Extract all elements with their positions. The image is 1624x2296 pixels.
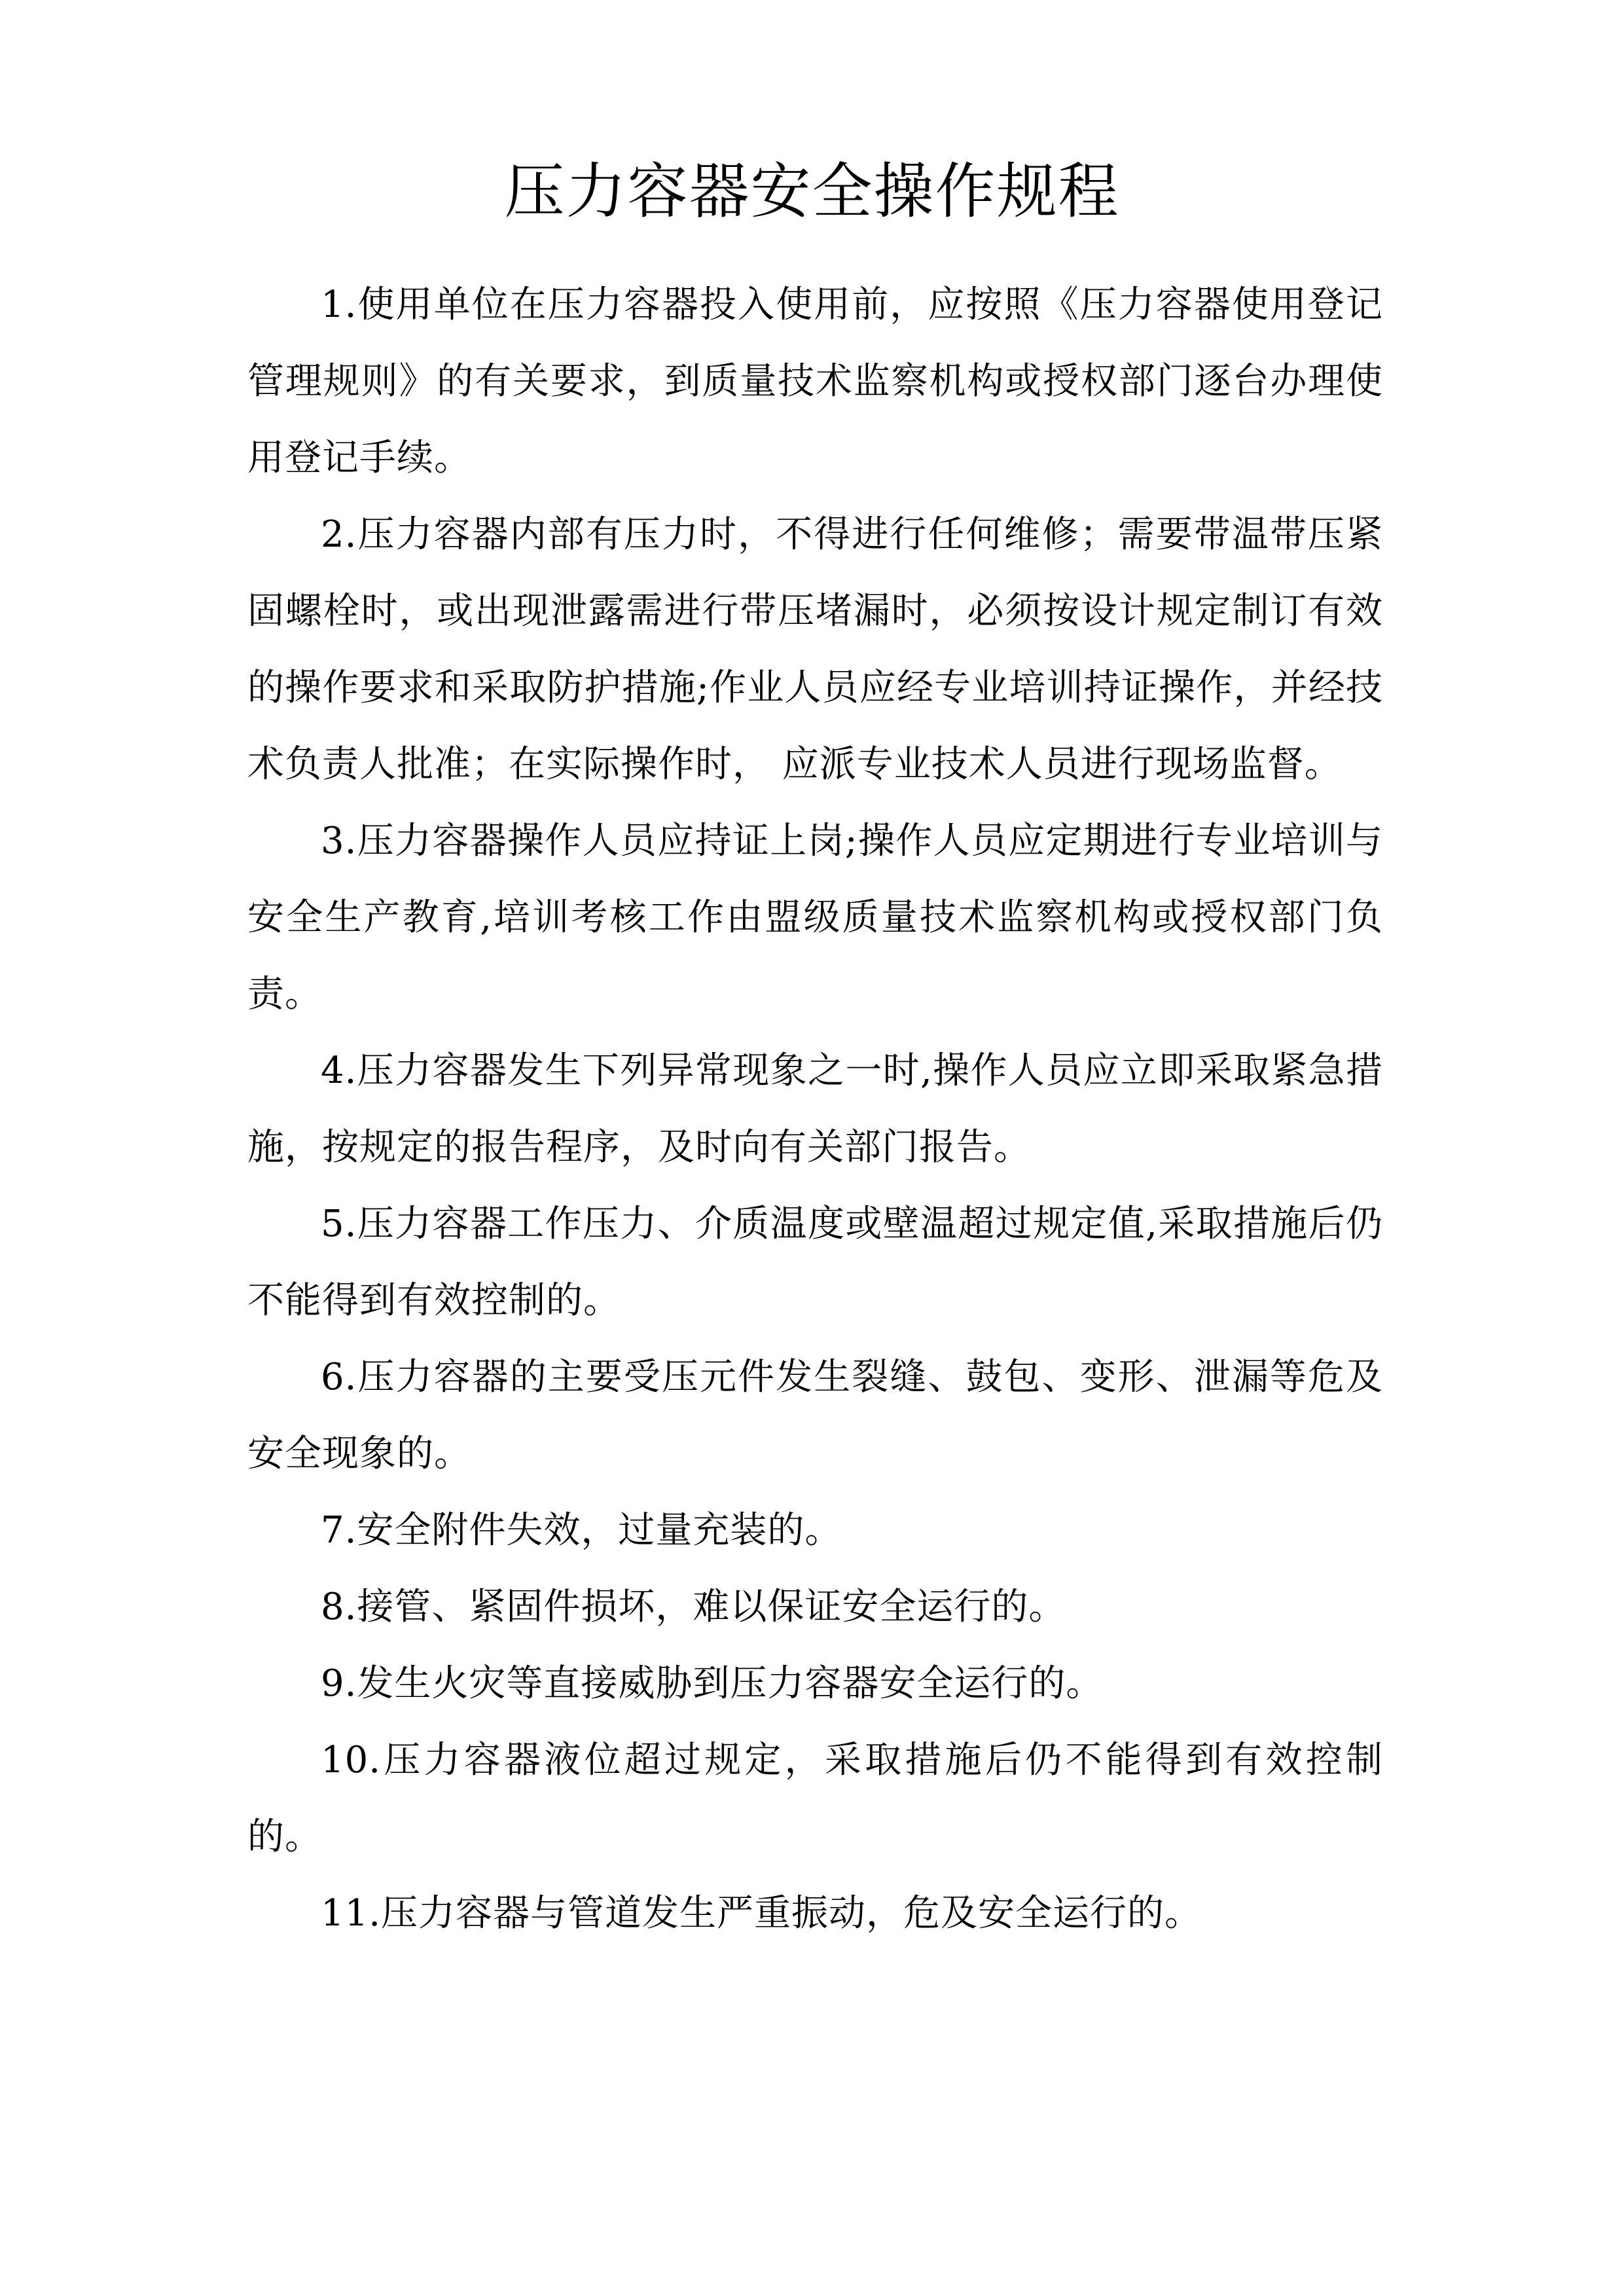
document-title: 压力容器安全操作规程 — [504, 156, 1120, 227]
paragraph-7: 7.安全附件失效，过量充装的。 — [321, 1509, 842, 1552]
paragraph-3: 3.压力容器操作人员应持证上岗;操作人员应定期进行专业培训与安全生产教育,培训考核工作由盟级质量技术监察机构或授权部门负责。 — [247, 820, 1383, 1015]
paragraph-11: 11.压力容器与管道发生严重振动，危及安全运行的。 — [321, 1892, 1202, 1935]
paragraph-2: 2.压力容器内部有压力时，不得进行任何维修；需要带温带压紧固螺栓时，或出现泄露需进行带压堵漏时，必须按设计规定制订有效的操作要求和采取防护措施;作业人员应经专业培训持证操作，并经技术负责人批准；在实际操作时， 应派专业技术人员进行现场监督。 — [247, 513, 1383, 786]
paragraph-4: 4.压力容器发生下列异常现象之一时,操作人员应立即采取紧急措施，按规定的报告程序，及时向有关部门报告。 — [247, 1049, 1383, 1169]
paragraph-1: 1.使用单位在压力容器投入使用前，应按照《压力容器使用登记管理规则》的有关要求，到质量技术监察机构或授权部门逐台办理使用登记手续。 — [247, 283, 1383, 479]
paragraph-5: 5.压力容器工作压力、介质温度或壁温超过规定值,采取措施后仍不能得到有效控制的。 — [247, 1203, 1383, 1322]
paragraph-6: 6.压力容器的主要受压元件发生裂缝、鼓包、变形、泄漏等危及安全现象的。 — [247, 1356, 1383, 1475]
paragraph-9: 9.发生火灾等直接威胁到压力容器安全运行的。 — [321, 1662, 1104, 1705]
paragraph-10: 10.压力容器液位超过规定，采取措施后仍不能得到有效控制的。 — [247, 1739, 1383, 1858]
document-body — [247, 266, 1383, 1952]
paragraph-8: 8.接管、紧固件损坏，难以保证安全运行的。 — [321, 1586, 1066, 1628]
